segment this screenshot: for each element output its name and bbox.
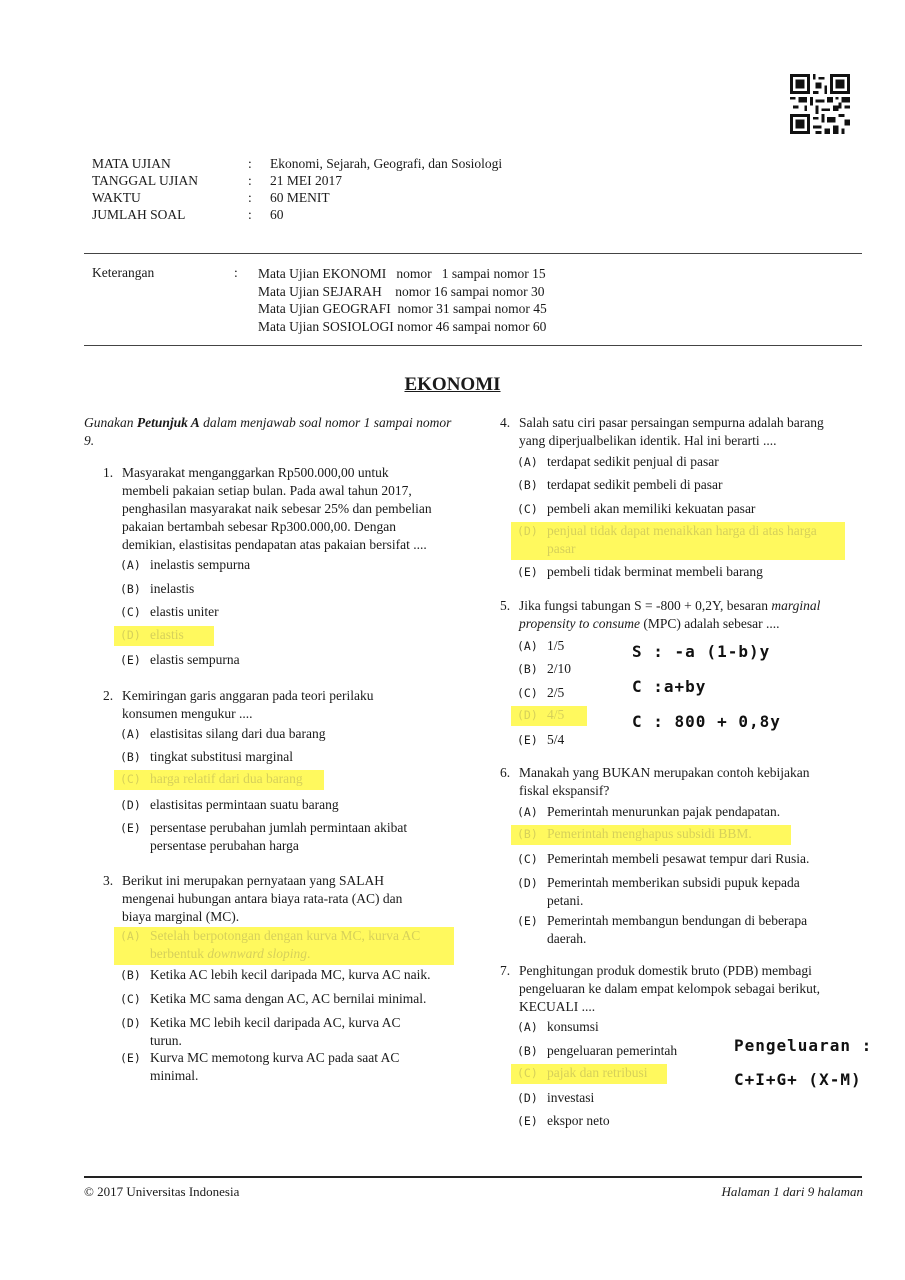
stem-line: Salah satu ciri pasar persaingan sempurna adalah barang bbox=[519, 415, 824, 430]
option-2c-highlighted[interactable] bbox=[114, 770, 324, 790]
option-letter: (C) bbox=[517, 686, 538, 700]
question-stem bbox=[519, 764, 864, 800]
option-letter: (B) bbox=[120, 968, 141, 982]
option-letter: (D) bbox=[517, 708, 538, 722]
meta-value: 21 MEI 2017 bbox=[270, 173, 342, 188]
option-1a[interactable] bbox=[120, 556, 420, 574]
option-text: pajak dan retribusi bbox=[547, 1065, 648, 1080]
option-6d[interactable] bbox=[517, 874, 847, 910]
header-divider bbox=[84, 253, 862, 254]
instruction-bold: Petunjuk A bbox=[136, 415, 200, 430]
option-letter: (C) bbox=[120, 772, 141, 786]
option-letter: (B) bbox=[120, 750, 141, 764]
option-4d-highlighted[interactable] bbox=[511, 522, 845, 560]
option-text bbox=[547, 912, 807, 948]
stem-line: fiskal ekspansif? bbox=[519, 783, 610, 798]
option-text-line: berbentuk bbox=[150, 946, 208, 961]
option-5a[interactable] bbox=[517, 637, 607, 655]
option-text bbox=[150, 927, 420, 963]
option-1c[interactable] bbox=[120, 603, 420, 621]
question-number: 5. bbox=[500, 598, 511, 613]
option-2a[interactable] bbox=[120, 725, 450, 743]
meta-colon: : bbox=[248, 190, 252, 205]
option-text: 2/10 bbox=[547, 661, 572, 676]
stem-line: biaya marginal (MC). bbox=[122, 909, 240, 924]
option-letter: (D) bbox=[120, 798, 141, 812]
option-text bbox=[547, 874, 800, 910]
option-text: 4/5 bbox=[547, 707, 565, 722]
option-text: harga relatif dari dua barang bbox=[150, 771, 303, 786]
footer-page-number: Halaman 1 dari 9 halaman bbox=[721, 1184, 863, 1199]
option-text: investasi bbox=[547, 1090, 595, 1105]
keterangan-line: Mata Ujian SOSIOLOGI nomor 46 sampai nomor 60 bbox=[258, 319, 547, 334]
option-letter: (B) bbox=[517, 1044, 538, 1058]
stem-line: Manakah yang BUKAN merupakan contoh kebijakan bbox=[519, 765, 810, 780]
meta-colon: : bbox=[248, 156, 252, 171]
stem-line: Kemiringan garis anggaran pada teori perilaku bbox=[122, 688, 374, 703]
option-text: Ketika AC lebih kecil daripada MC, kurva AC naik. bbox=[150, 967, 431, 982]
meta-label: TANGGAL UJIAN bbox=[92, 173, 199, 188]
keterangan-colon: : bbox=[234, 265, 238, 280]
instruction-post: dalam menjawab soal nomor 1 sampai nomor 9. bbox=[84, 415, 452, 448]
option-3a-highlighted[interactable] bbox=[114, 927, 454, 965]
question-stem bbox=[519, 414, 864, 450]
meta-colon: : bbox=[248, 207, 252, 222]
stem-line: yang diperjualbelikan identik. Hal ini berarti .... bbox=[519, 433, 777, 448]
option-3b[interactable] bbox=[120, 966, 460, 984]
option-6b-highlighted[interactable] bbox=[511, 825, 791, 845]
question-number: 7. bbox=[500, 963, 511, 978]
option-text-line: persentase perubahan harga bbox=[150, 838, 299, 853]
meta-value: 60 bbox=[270, 207, 284, 222]
option-3e[interactable] bbox=[120, 1049, 460, 1085]
option-7c-highlighted[interactable] bbox=[511, 1064, 667, 1084]
option-text: 1/5 bbox=[547, 638, 565, 653]
meta-value: Ekonomi, Sejarah, Geografi, dan Sosiologi bbox=[270, 156, 503, 171]
option-letter: (E) bbox=[120, 1051, 141, 1065]
question-number: 1. bbox=[103, 465, 114, 480]
stem-line: konsumen mengukur .... bbox=[122, 706, 253, 721]
option-letter: (A) bbox=[120, 727, 141, 741]
option-letter: (E) bbox=[517, 733, 538, 747]
handwritten-note: C+I+G+ (X-M) bbox=[734, 1070, 862, 1089]
option-text: terdapat sedikit penjual di pasar bbox=[547, 454, 719, 469]
keterangan-line: Mata Ujian EKONOMI nomor 1 sampai nomor 15 bbox=[258, 266, 546, 281]
keterangan-line: Mata Ujian SEJARAH nomor 16 sampai nomor 30 bbox=[258, 284, 545, 299]
option-text: elastis uniter bbox=[150, 604, 219, 619]
option-letter: (C) bbox=[517, 502, 538, 516]
option-text: elastisitas permintaan suatu barang bbox=[150, 797, 339, 812]
option-text-line: penjual tidak dapat menaikkan harga di atas harga bbox=[547, 523, 817, 538]
option-letter: (D) bbox=[120, 1016, 141, 1030]
option-6e[interactable] bbox=[517, 912, 847, 948]
option-text-line: minimal. bbox=[150, 1068, 199, 1083]
option-5d-highlighted[interactable] bbox=[511, 706, 587, 726]
option-letter: (D) bbox=[120, 628, 141, 642]
stem-line: pakaian bertambah sebesar Rp300.000,00. Dengan bbox=[122, 519, 397, 534]
option-letter: (C) bbox=[120, 992, 141, 1006]
stem-text: (MPC) adalah sebesar .... bbox=[639, 616, 780, 631]
option-7b[interactable] bbox=[517, 1042, 717, 1060]
stem-text: Jika fungsi tabungan S = -800 + 0,2Y, besaran bbox=[519, 598, 772, 613]
option-letter: (E) bbox=[120, 653, 141, 667]
option-text-line: Setelah berpotongan dengan kurva MC, kurva AC bbox=[150, 928, 421, 943]
stem-emphasis: propensity to consume bbox=[519, 616, 640, 631]
option-text: Pemerintah menurunkan pajak pendapatan. bbox=[547, 804, 781, 819]
option-text: inelastis bbox=[150, 581, 195, 596]
option-text: elastis sempurna bbox=[150, 652, 240, 667]
question-stem bbox=[122, 464, 462, 554]
option-letter: (A) bbox=[120, 929, 141, 943]
option-letter: (A) bbox=[517, 639, 538, 653]
stem-line: mengenai hubungan antara biaya rata-rata (AC) dan bbox=[122, 891, 403, 906]
option-text-line: persentase perubahan jumlah permintaan akibat bbox=[150, 820, 408, 835]
option-letter: (A) bbox=[517, 455, 538, 469]
option-text: konsumsi bbox=[547, 1019, 599, 1034]
option-letter: (D) bbox=[517, 524, 538, 538]
meta-colon: : bbox=[248, 173, 252, 188]
option-text-line: petani. bbox=[547, 893, 584, 908]
option-4e[interactable] bbox=[517, 563, 847, 581]
option-letter: (B) bbox=[517, 827, 538, 841]
option-letter: (A) bbox=[517, 805, 538, 819]
option-letter: (E) bbox=[517, 1114, 538, 1128]
option-3c[interactable] bbox=[120, 990, 460, 1008]
stem-line: demikian, elastisitas pendapatan atas pakaian bersifat .... bbox=[122, 537, 427, 552]
keterangan-label: Keterangan bbox=[92, 265, 155, 280]
handwritten-note: S : -a (1-b)y bbox=[632, 642, 771, 661]
meta-label: MATA UJIAN bbox=[92, 156, 171, 171]
option-text-line: Pemerintah membangun bendungan di beberapa bbox=[547, 913, 808, 928]
option-letter: (C) bbox=[120, 605, 141, 619]
meta-label: WAKTU bbox=[92, 190, 141, 205]
question-stem bbox=[519, 962, 864, 1016]
option-text-line: Kurva MC memotong kurva AC pada saat AC bbox=[150, 1050, 400, 1065]
option-letter: (C) bbox=[517, 1066, 538, 1080]
option-text bbox=[150, 1014, 400, 1050]
option-text: Pemerintah menghapus subsidi BBM. bbox=[547, 826, 752, 841]
option-7d[interactable] bbox=[517, 1089, 717, 1107]
option-7e[interactable] bbox=[517, 1112, 717, 1130]
option-text bbox=[150, 819, 407, 855]
option-2d[interactable] bbox=[120, 796, 450, 814]
handwritten-note: C :a+by bbox=[632, 677, 707, 696]
option-text: elastis bbox=[150, 627, 184, 642]
option-text-line: pasar bbox=[547, 541, 576, 556]
question-number: 3. bbox=[103, 873, 114, 888]
question-stem bbox=[519, 597, 864, 633]
option-7a[interactable] bbox=[517, 1018, 717, 1036]
keterangan-line: Mata Ujian GEOGRAFI nomor 31 sampai nomor 45 bbox=[258, 301, 547, 316]
option-3d[interactable] bbox=[120, 1014, 460, 1050]
option-text: Pemerintah membeli pesawat tempur dari Rusia. bbox=[547, 851, 810, 866]
option-letter: (C) bbox=[517, 852, 538, 866]
option-text: pembeli akan memiliki kekuatan pasar bbox=[547, 501, 756, 516]
option-5b[interactable] bbox=[517, 660, 607, 678]
option-4b[interactable] bbox=[517, 476, 847, 494]
option-text: terdapat sedikit pembeli di pasar bbox=[547, 477, 723, 492]
question-number: 4. bbox=[500, 415, 511, 430]
option-5c[interactable] bbox=[517, 684, 607, 702]
stem-line: Masyarakat menganggarkan Rp500.000,00 untuk bbox=[122, 465, 389, 480]
section-title: EKONOMI bbox=[404, 374, 501, 395]
keterangan-divider bbox=[84, 345, 862, 346]
option-letter: (B) bbox=[517, 662, 538, 676]
option-6c[interactable] bbox=[517, 850, 847, 868]
qr-code-icon bbox=[790, 74, 850, 134]
option-6a[interactable] bbox=[517, 803, 847, 821]
stem-line: Penghitungan produk domestik bruto (PDB) membagi bbox=[519, 963, 812, 978]
stem-line: penghasilan masyarakat naik sebesar 25% dan pembelian bbox=[122, 501, 432, 516]
option-text-line: Ketika MC lebih kecil daripada AC, kurva AC bbox=[150, 1015, 401, 1030]
option-text-line: daerah. bbox=[547, 931, 587, 946]
option-text: ekspor neto bbox=[547, 1113, 610, 1128]
option-text: tingkat substitusi marginal bbox=[150, 749, 293, 764]
option-text: inelastis sempurna bbox=[150, 557, 251, 572]
option-letter: (B) bbox=[120, 582, 141, 596]
option-letter: (E) bbox=[517, 565, 538, 579]
option-text: 2/5 bbox=[547, 685, 565, 700]
option-2e[interactable] bbox=[120, 819, 450, 855]
option-letter: (E) bbox=[517, 914, 538, 928]
stem-line: KECUALI .... bbox=[519, 999, 596, 1014]
option-text bbox=[547, 522, 817, 558]
option-text: elastisitas silang dari dua barang bbox=[150, 726, 326, 741]
option-4a[interactable] bbox=[517, 453, 847, 471]
stem-line bbox=[519, 597, 864, 615]
option-letter: (A) bbox=[517, 1020, 538, 1034]
stem-line: Berikut ini merupakan pernyataan yang SALAH bbox=[122, 873, 385, 888]
meta-label: JUMLAH SOAL bbox=[92, 207, 186, 222]
option-2b[interactable] bbox=[120, 748, 450, 766]
option-1d-highlighted[interactable] bbox=[114, 626, 214, 646]
handwritten-note: Pengeluaran : bbox=[734, 1036, 873, 1055]
option-letter: (D) bbox=[517, 876, 538, 890]
option-text bbox=[150, 1049, 399, 1085]
stem-line: pengeluaran ke dalam empat kelompok sebagai berikut, bbox=[519, 981, 821, 996]
option-text-line: turun. bbox=[150, 1033, 182, 1048]
option-text-line: . bbox=[307, 946, 311, 961]
question-stem bbox=[122, 872, 462, 926]
option-letter: (A) bbox=[120, 558, 141, 572]
option-text: pengeluaran pemerintah bbox=[547, 1043, 678, 1058]
option-5e[interactable] bbox=[517, 731, 607, 749]
option-text-emphasis: downward sloping bbox=[207, 946, 308, 961]
option-text: Ketika MC sama dengan AC, AC bernilai minimal. bbox=[150, 991, 427, 1006]
option-1e[interactable] bbox=[120, 651, 420, 669]
option-letter: (D) bbox=[517, 1091, 538, 1105]
footer-copyright: © 2017 Universitas Indonesia bbox=[84, 1184, 240, 1199]
meta-value: 60 MENIT bbox=[270, 190, 330, 205]
stem-emphasis: marginal bbox=[771, 598, 821, 613]
option-letter: (E) bbox=[120, 821, 141, 835]
option-letter: (B) bbox=[517, 478, 538, 492]
handwritten-note: C : 800 + 0,8y bbox=[632, 712, 781, 731]
option-text-line: Pemerintah memberikan subsidi pupuk kepada bbox=[547, 875, 800, 890]
stem-line: membeli pakaian setiap bulan. Pada awal tahun 2017, bbox=[122, 483, 412, 498]
option-4c[interactable] bbox=[517, 500, 847, 518]
option-1b[interactable] bbox=[120, 580, 420, 598]
instruction bbox=[84, 414, 464, 450]
question-number: 2. bbox=[103, 688, 114, 703]
question-stem bbox=[122, 687, 462, 723]
option-text: pembeli tidak berminat membeli barang bbox=[547, 564, 763, 579]
instruction-pre: Gunakan bbox=[84, 415, 137, 430]
stem-line bbox=[519, 615, 864, 633]
question-number: 6. bbox=[500, 765, 511, 780]
footer-divider bbox=[84, 1176, 862, 1178]
option-text: 5/4 bbox=[547, 732, 565, 747]
